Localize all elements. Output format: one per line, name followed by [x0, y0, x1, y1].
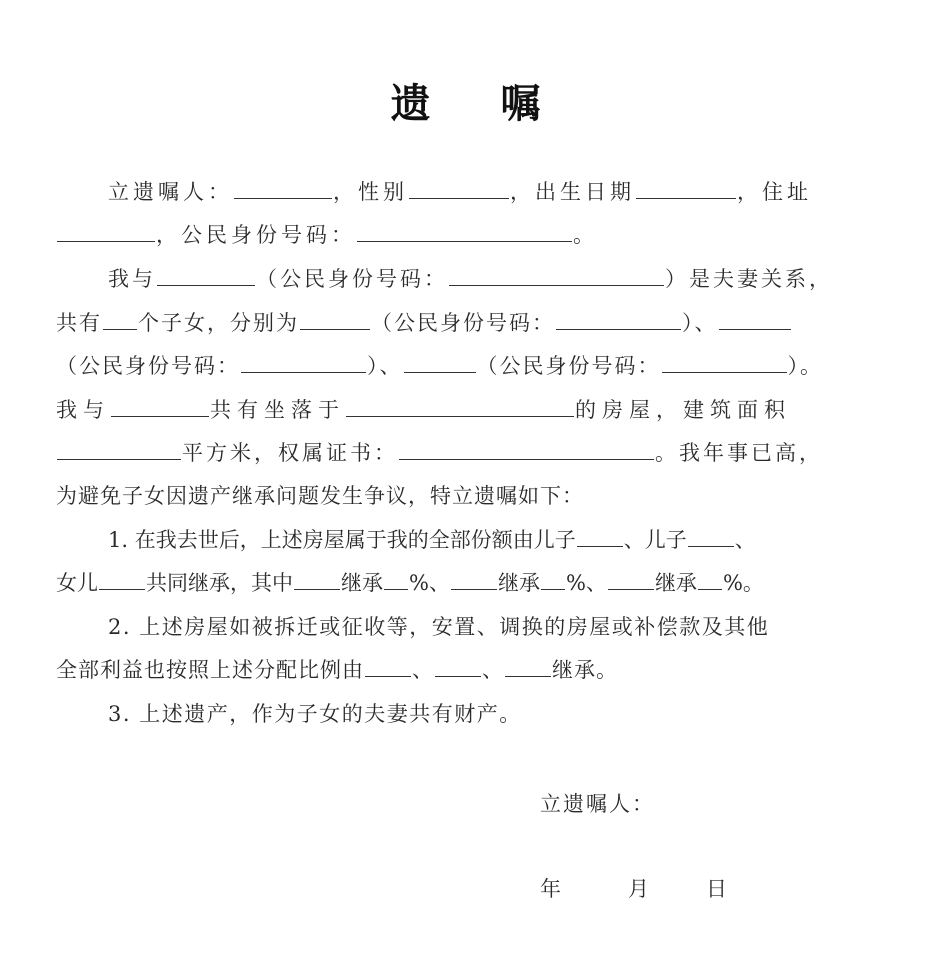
child-2-id-blank[interactable] — [241, 352, 366, 373]
child-1-name-blank[interactable] — [300, 309, 370, 330]
date-day: 日 — [706, 877, 727, 901]
heir-2-blank[interactable] — [451, 569, 497, 590]
title-char-1: 遗 — [390, 81, 431, 127]
child-1-id-blank[interactable] — [556, 309, 681, 330]
date-month: 月 — [628, 877, 649, 901]
clause-3-line-1: 3. 上述遗产，作为子女的夫妻共有财产。 — [108, 702, 522, 726]
testator-info-line-1: 立遗嘱人： ，性别 ，出生日期 ，住址 — [108, 180, 812, 204]
clause-1-line-1: 1. 在我去世后，上述房屋属于我的全部份额由儿子 、儿子 、 — [108, 528, 756, 552]
testator-info-line-2: ，公民身份号码： 。 — [56, 220, 598, 250]
property-line-2: 平方米，权属证书： 。我年事已高， — [56, 438, 823, 468]
heir-1-blank[interactable] — [294, 569, 340, 590]
compensation-heir-1-blank[interactable] — [365, 656, 411, 677]
document-title — [0, 72, 931, 129]
testator-name-blank[interactable] — [234, 178, 332, 199]
purpose-line: 为避免子女因遗产继承问题发生争议，特立遗嘱如下： — [56, 484, 584, 508]
property-address-blank[interactable] — [346, 396, 574, 417]
compensation-heir-3-blank[interactable] — [505, 656, 551, 677]
children-count-blank[interactable] — [103, 309, 137, 330]
clause-2-line-2: 全部利益也按照上述分配比例由 、 、 继承。 — [56, 658, 618, 682]
heir-3-percent-blank[interactable] — [698, 569, 722, 590]
certificate-blank[interactable] — [399, 439, 654, 460]
children-line-2: （公民身份号码： ）、 （公民身份号码： ）。 — [56, 354, 823, 378]
property-line-1: 我与 共有坐落于 的房屋，建筑面积 — [56, 398, 791, 422]
child-2-name-blank[interactable] — [719, 309, 791, 330]
spouse-name-blank[interactable] — [157, 265, 255, 286]
son-2-blank[interactable] — [688, 526, 734, 547]
title-char-2: 嘱 — [500, 81, 541, 127]
co-owner-blank[interactable] — [111, 396, 209, 417]
date-year: 年 — [540, 877, 561, 901]
signature-label: 立遗嘱人： — [540, 792, 655, 816]
clause-1-line-2: 女儿 共同继承，其中 继承 %、 继承 %、 继承 %。 — [56, 571, 764, 595]
compensation-heir-2-blank[interactable] — [435, 656, 481, 677]
heir-1-percent-blank[interactable] — [384, 569, 408, 590]
daughter-blank[interactable] — [99, 569, 145, 590]
son-1-blank[interactable] — [577, 526, 623, 547]
gender-blank[interactable] — [409, 178, 509, 199]
heir-3-blank[interactable] — [608, 569, 654, 590]
child-3-name-blank[interactable] — [404, 352, 476, 373]
heir-2-percent-blank[interactable] — [541, 569, 565, 590]
spouse-id-blank[interactable] — [449, 265, 664, 286]
birth-date-blank[interactable] — [636, 178, 736, 199]
clause-2-line-1: 2. 上述房屋如被拆迁或征收等，安置、调换的房屋或补偿款及其他 — [108, 615, 770, 639]
children-line-1: 共有 个子女，分别为 （公民身份号码： ）、 — [56, 308, 792, 338]
child-3-id-blank[interactable] — [662, 352, 787, 373]
address-blank[interactable] — [57, 221, 155, 242]
testator-id-blank[interactable] — [357, 221, 572, 242]
spouse-line: 我与 （公民身份号码： ）是夫妻关系， — [108, 267, 833, 291]
floor-area-blank[interactable] — [57, 439, 181, 460]
